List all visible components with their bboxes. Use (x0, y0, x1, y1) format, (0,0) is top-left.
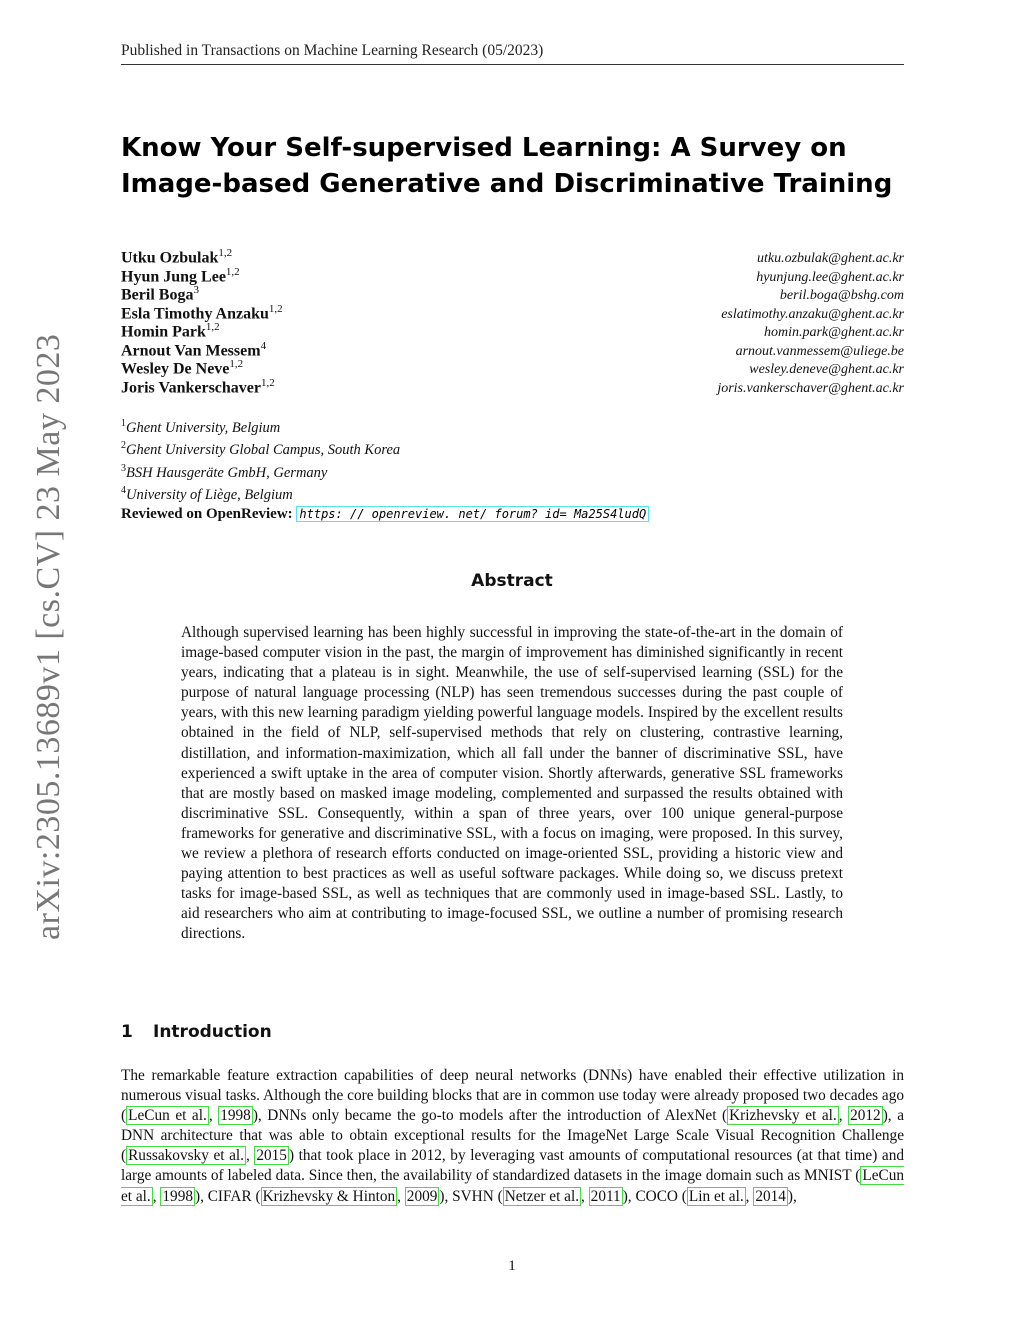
citation-year-link[interactable]: 2015 (256, 1147, 287, 1165)
affiliation: $^4$University of Liège, Belgium (121, 484, 293, 503)
abstract-text: Although supervised learning has been highly successful in improving the state-of-the-art in the domain of image-based computer vision in the past, the margin of improvement has diminished significantly in recent years, indicating that a plateau is in sight. Meanwhile, the use of self-supervised learning (SSL) for the purpose of natural language processing (NLP) has seen tremendous successes during the past couple of years, with this new learning paradigm yielding powerful language models. Inspired by the excellent results obtained in the field of NLP, self-supervised methods that rely on clustering, contrastive learning, distillation, and information-maximization, which all fall under the banner of discriminative SSL, have experienced a swift uptake in the area of computer vision. Shortly afterwards, generative SSL frameworks that are mostly based on masked image modeling, complemented and surpassed the results obtained with discriminative SSL. Consequently, within a span of three years, over 100 unique general-purpose frameworks for generative and discriminative SSL, with a focus on imaging, were proposed. In this survey, we review a plethora of research efforts conducted on image-oriented SSL, providing a historic view and paying attention to best practices as well as useful software packages. While doing so, we discuss pretext tasks for image-based SSL, as well as techniques that are commonly used in image-based SSL. Lastly, to aid researchers who aim at contributing to image-focused SSL, we outline a number of promising research directions. (181, 624, 843, 943)
author-name: Hyun Jung Lee$^{1,2}$ (121, 265, 240, 285)
author-name: Beril Boga$^3$ (121, 284, 199, 304)
citation-link[interactable]: Krizhevsky & Hinton (262, 1187, 396, 1205)
author-name: Utku Ozbulak$^{1,2}$ (121, 247, 233, 267)
citation-year-link[interactable]: 1998 (220, 1107, 251, 1125)
author-name: Wesley De Neve$^{1,2}$ (121, 358, 244, 378)
citation-year-link[interactable]: 2014 (755, 1187, 786, 1205)
title-line: Know Your Self-supervised Learning: A Survey on (121, 133, 847, 163)
citation-year-link[interactable]: 2011 (590, 1187, 621, 1205)
citation-year-link[interactable]: 2012 (850, 1107, 881, 1125)
author-name: Arnout Van Messem$^4$ (121, 339, 267, 359)
author-email[interactable]: joris.vankerschaver@ghent.ac.kr (717, 380, 904, 396)
citation-link[interactable]: Russakovsky et al. (128, 1147, 244, 1165)
openreview-link[interactable]: https: // openreview. net/ forum? id= Ma25S4ludQ (296, 506, 649, 522)
affiliation-list (121, 415, 721, 504)
openreview-line (121, 506, 649, 523)
author-email[interactable]: hyunjung.lee@ghent.ac.kr (756, 269, 904, 285)
intro-paragraph: The remarkable feature extraction capabilities of deep neural networks (DNNs) have enabled their effective utilization in numerous visual tasks. Although the core building blocks that are in common use today were already proposed two decades ago ( LeCun et al. , 1998 ), DNNs only became the go-to models after the introduction of AlexNet ( Krizhevsky et al. , 2012 ), a DNN architecture that was able to obtain exceptional results for the ImageNet Large Scale Visual Recognition Challenge ( Russakovsky et al. , 2015 ) that took place in 2012, by leveraging vast amounts of computational resources (at that time) and large amounts of labeled data. Since then, the availability of standardized datasets in the image domain such as MNIST ( LeCun et al. , 1998 ), CIFAR ( Krizhevsky & Hinton , 2009 ), SVHN ( Netzer et al. , 2011 ), COCO ( Lin et al. , 2014 ), (121, 1067, 904, 1205)
author-row (121, 244, 904, 267)
citation-link[interactable]: LeCun et al. (121, 1167, 904, 1205)
journal-header: Published in Transactions on Machine Learning Research (05/2023) (121, 42, 904, 65)
citation-link[interactable]: LeCun et al. (128, 1107, 207, 1125)
affiliation: $^1$Ghent University, Belgium (121, 418, 281, 436)
author-name: Homin Park$^{1,2}$ (121, 321, 220, 341)
affiliation: $^2$Ghent University Global Campus, South Korea (121, 440, 401, 459)
section-number: 1 (121, 1022, 133, 1042)
author-name: Joris Vankerschaver$^{1,2}$ (121, 376, 275, 396)
affiliation: $^3$BSH Hausgeräte GmbH, Germany (121, 462, 328, 481)
author-list (121, 244, 904, 396)
author-email[interactable]: beril.boga@bshg.com (779, 288, 904, 304)
title-line: Image-based Generative and Discriminative Training (121, 169, 893, 199)
section-heading (121, 1022, 272, 1042)
review-label: Reviewed on OpenReview: (121, 506, 293, 522)
abstract-heading: Abstract (471, 571, 553, 591)
author-email[interactable]: wesley.deneve@ghent.ac.kr (749, 362, 904, 378)
paper-title (121, 130, 904, 202)
page-number: 1 (508, 1258, 516, 1274)
citation-link[interactable]: Krizhevsky et al. (729, 1107, 837, 1125)
citation-year-link[interactable]: 2009 (406, 1187, 438, 1205)
citation-year-link[interactable]: 1998 (162, 1187, 193, 1205)
citation-link[interactable]: Lin et al. (688, 1187, 744, 1205)
author-email[interactable]: homin.park@ghent.ac.kr (763, 325, 904, 341)
author-email[interactable]: eslatimothy.anzaku@ghent.ac.kr (721, 306, 904, 322)
author-email[interactable]: utku.ozbulak@ghent.ac.kr (756, 251, 904, 267)
arxiv-stamp: arXiv:2305.13689v1 [cs.CV] 23 May 2023 (30, 333, 67, 940)
section-title: Introduction (153, 1022, 272, 1042)
citation-link[interactable]: Netzer et al. (504, 1187, 580, 1205)
author-email[interactable]: arnout.vanmessem@uliege.be (735, 343, 904, 359)
author-name: Esla Timothy Anzaku$^{1,2}$ (121, 302, 283, 322)
